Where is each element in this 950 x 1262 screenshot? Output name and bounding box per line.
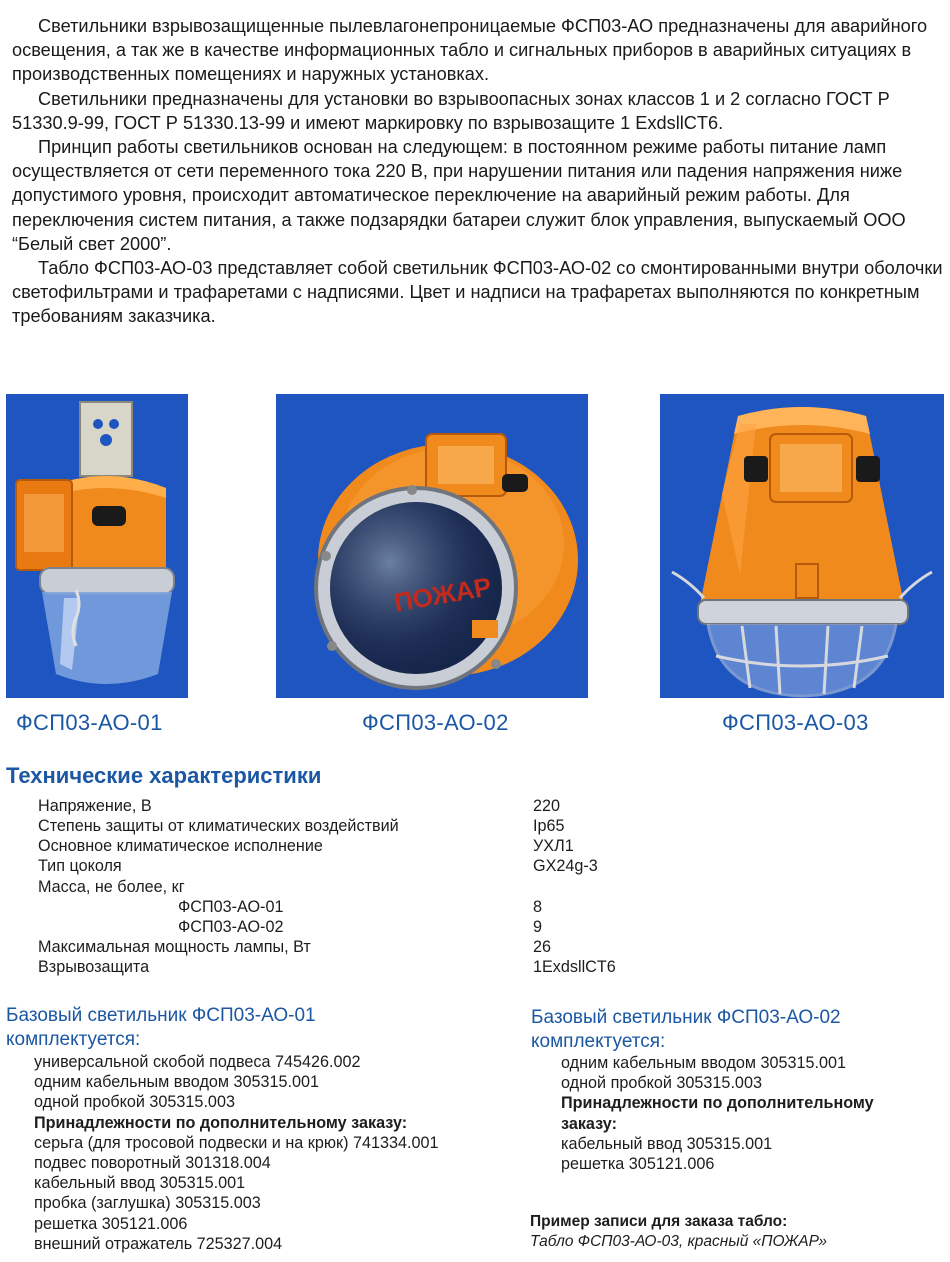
kit2-title-line2: комплектуется:	[531, 1031, 666, 1052]
kit2-extras-title-line2: заказу:	[561, 1114, 617, 1133]
specs-title: Технические характеристики	[6, 763, 322, 788]
intro-paragraph-1: Светильники взрывозащищенные пылевлагонепроницаемые ФСП03-АО предназначены для аварийного освещения, а так же в качестве информационных табло и сигнальных приборов в аварийных ситуациях в производственных помещениях и наружных установках.	[12, 16, 928, 85]
intro-text	[12, 14, 944, 329]
spec-value-mass-01: 8	[533, 898, 543, 916]
kit1-extras-title: Принадлежности по дополнительному заказу:	[34, 1113, 408, 1132]
spec-value-climate: УХЛ1	[533, 837, 574, 855]
kit1-extra-item: кабельный ввод 305315.001	[34, 1174, 246, 1193]
product-caption-1: ФСП03-АО-01	[16, 710, 163, 735]
order-example	[530, 1212, 827, 1252]
lens-text: ПОЖАР	[391, 571, 494, 618]
product-photo-2	[276, 394, 588, 698]
spec-value-voltage: 220	[533, 797, 561, 815]
lamp-01-illustration	[6, 394, 188, 698]
spec-label-climate: Основное климатическое исполнение	[38, 837, 323, 855]
kit1-extra-item: внешний отражатель 725327.004	[34, 1234, 283, 1253]
lamp-02-illustration	[276, 394, 588, 698]
kit2-extra-item: решетка 305121.006	[561, 1155, 715, 1174]
kit2-title	[531, 1006, 841, 1054]
product-caption-3: ФСП03-АО-03	[722, 710, 869, 735]
spec-label-protection: Степень защиты от климатических воздействий	[38, 817, 399, 835]
spec-value-mass-02: 9	[533, 918, 543, 936]
lamp-03-illustration	[660, 394, 944, 698]
kit2-item: одной пробкой 305315.003	[561, 1074, 762, 1093]
kit2-list	[561, 1053, 874, 1174]
spec-value-protection: Ip65	[533, 817, 565, 835]
product-caption-2: ФСП03-АО-02	[362, 710, 509, 735]
kit1-extra-item: пробка (заглушка) 305315.003	[34, 1194, 261, 1213]
spec-label-power: Максимальная мощность лампы, Вт	[38, 938, 311, 956]
kit2-extra-item: кабельный ввод 305315.001	[561, 1134, 773, 1153]
kit1-list	[34, 1052, 438, 1254]
kit1-item: универсальной скобой подвеса 745426.002	[34, 1053, 361, 1071]
spec-label-explosion: Взрывозащита	[38, 958, 150, 976]
intro-paragraph-4: Табло ФСП03-АО-03 представляет собой светильник ФСП03-АО-02 со смонтированными внутри оболочки светофильтрами и трафаретами с надписями. Цвет и надписи на трафаретах выполняются по конкретным требованиям заказчика.	[12, 258, 943, 327]
order-title: Пример записи для заказа табло:	[530, 1213, 788, 1230]
order-example-text: Табло ФСП03-АО-03, красный «ПОЖАР»	[530, 1233, 828, 1250]
product-photo-1	[6, 394, 188, 698]
kit1-title	[6, 1004, 316, 1052]
spec-label-mass-02: ФСП03-АО-02	[178, 918, 284, 936]
spec-value-explosion: 1ExdsllCT6	[533, 958, 616, 976]
kit1-extra-item: решетка 305121.006	[34, 1214, 188, 1233]
product-photo-3	[660, 394, 944, 698]
kit1-title-line2: комплектуется:	[6, 1029, 141, 1050]
kit1-item: одной пробкой 305315.003	[34, 1093, 235, 1112]
spec-label-voltage: Напряжение, В	[38, 797, 152, 815]
kit1-extra-item: подвес поворотный 301318.004	[34, 1154, 271, 1173]
kit2-extras-title-line1: Принадлежности по дополнительному	[561, 1094, 874, 1113]
kit2-title-line1: Базовый светильник ФСП03-АО-02	[531, 1007, 841, 1028]
spec-label-mass-01: ФСП03-АО-01	[178, 898, 284, 916]
spec-label-socket: Тип цоколя	[38, 857, 122, 875]
spec-label-mass: Масса, не более, кг	[38, 878, 185, 896]
kit1-title-line1: Базовый светильник ФСП03-АО-01	[6, 1005, 316, 1026]
kit1-extra-item: серьга (для тросовой подвески и на крюк) 741334.001	[34, 1133, 439, 1152]
intro-paragraph-3: Принцип работы светильников основан на следующем: в постоянном режиме работы питание ламп осуществляется от сети переменного тока 220 В, при нарушении питания или падения напряжения ниже допустимого уровня, происходит автоматическое переключение на аварийный режим работы. Для переключения систем питания, а также подзарядки батареи служит блок управления, выпускаемый ООО “Белый свет 2000”.	[12, 137, 906, 254]
kit2-item: одним кабельным вводом 305315.001	[561, 1054, 847, 1072]
spec-value-socket: GX24g-3	[533, 857, 598, 875]
spec-value-power: 26	[533, 938, 552, 956]
kit1-item: одним кабельным вводом 305315.001	[34, 1073, 320, 1092]
intro-paragraph-2: Светильники предназначены для установки во взрывоопасных зонах классов 1 и 2 согласно ГОСТ Р 51330.9-99, ГОСТ Р 51330.13-99 и имеют маркировку по взрывозащите 1 ExdsllCT6.	[12, 88, 890, 133]
